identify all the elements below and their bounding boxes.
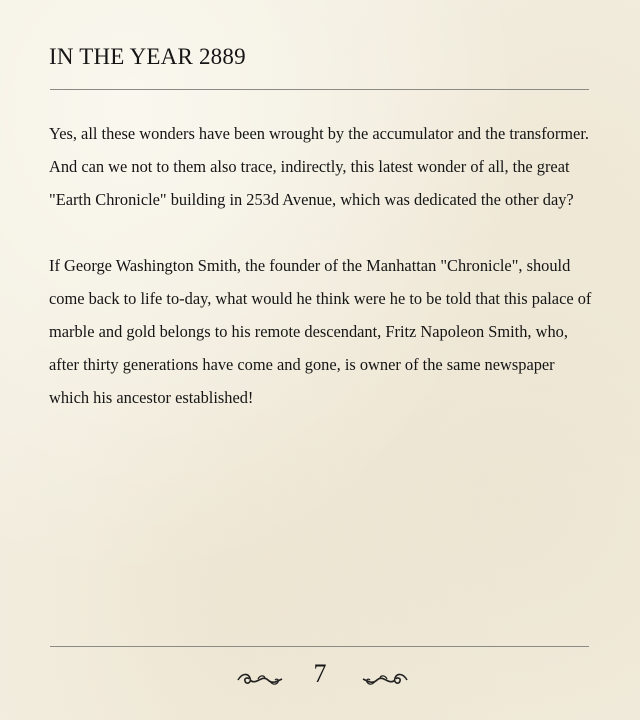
paragraph: If George Washington Smith, the founder of the Manhattan "Chronicle", should come back to life to-day, what would he think were he to be told that this palace of marble and gold belongs to his remote descendant, Fritz Napoleon Smith, who, after thirty generations have come and gone, is owner of the same newspaper which his ancestor established! bbox=[49, 256, 592, 407]
right-flourish-icon bbox=[361, 670, 409, 690]
page-footer bbox=[0, 655, 640, 705]
footer-divider bbox=[50, 646, 589, 647]
left-flourish-icon bbox=[236, 670, 284, 690]
chapter-title: IN THE YEAR 2889 bbox=[49, 44, 246, 69]
page-number: 7 bbox=[313, 659, 327, 688]
paragraph: Yes, all these wonders have been wrought by the accumulator and the transformer. And can we not to them also trace, indirectly, this latest wonder of all, the great "Earth Chronicle" building in 253d Avenue, which was dedicated the other day? bbox=[49, 124, 589, 209]
header-divider bbox=[50, 89, 589, 90]
page-body bbox=[49, 117, 594, 447]
